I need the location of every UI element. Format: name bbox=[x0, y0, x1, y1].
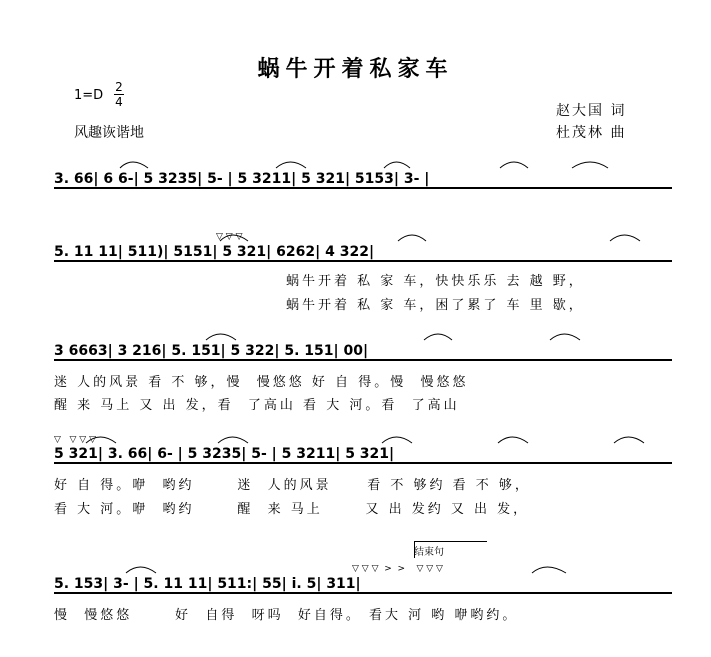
time-signature-bottom: 4 bbox=[115, 95, 123, 109]
score-line-4: 5 321| 3. 66| 6- | 5 3235| 5- | 5 3211| 5 321| bbox=[54, 446, 395, 462]
slur-4d bbox=[498, 437, 528, 443]
slur-5b bbox=[532, 567, 566, 573]
slur-2c bbox=[610, 235, 640, 241]
lyricist-credit: 赵大国 词 bbox=[556, 103, 627, 119]
lyric-5-verse-1: 慢 慢悠悠 好 自得 呀吗 好自得。 看大 河 哟 咿哟约。 bbox=[54, 608, 519, 623]
score-line-5: 5. 153| 3- | 5. 11 11| 511:| 55| i. 5| 311| bbox=[54, 576, 361, 592]
slur-3c bbox=[550, 334, 580, 340]
slur-1e bbox=[572, 162, 608, 168]
ending-label: 结束句 bbox=[414, 547, 444, 558]
slur-1b bbox=[276, 162, 306, 168]
slur-1d bbox=[500, 162, 528, 168]
score-line-2: 5. 11 11| 511)| 5151| 5 321| 6262| 4 322| bbox=[54, 244, 375, 260]
lyric-3-verse-1: 迷 人的风景 看 不 够，慢 慢悠悠 好 自 得。慢 慢悠悠 bbox=[54, 375, 469, 390]
staccato-marks-5: ▽ ▽ ▽ > > ▽ ▽ ▽ bbox=[352, 564, 443, 574]
composer-credit: 杜茂林 曲 bbox=[556, 125, 627, 141]
key-signature: 1=D bbox=[74, 88, 104, 103]
lyric-3-verse-2: 醒 来 马上 又 出 发，看 了高山 看 大 河。看 了高山 bbox=[54, 398, 460, 413]
slur-2a bbox=[220, 235, 248, 241]
slur-4a bbox=[86, 437, 116, 443]
lyric-2-verse-1: 蜗牛开着 私 家 车，快快乐乐 去 越 野， bbox=[286, 274, 585, 289]
time-signature-top: 2 bbox=[115, 80, 123, 94]
slur-4c bbox=[382, 437, 412, 443]
slur-4e bbox=[614, 437, 644, 443]
slur-3b bbox=[424, 334, 452, 340]
lyric-4-verse-1: 好 自 得。咿 哟约 迷 人的风景 看 不 够约 看 不 够， bbox=[54, 478, 531, 493]
slur-1a bbox=[120, 162, 148, 168]
score-line-1: 3. 66| 6 6-| 5 3235| 5- | 5 3211| 5 321| 5153| 3- | bbox=[54, 171, 430, 187]
staccato-marks-2: ▽ ▽ ▽ bbox=[216, 232, 243, 242]
score-line-3: 3 6663| 3 216| 5. 151| 5 322| 5. 151| 00| bbox=[54, 343, 369, 359]
slur-2b bbox=[398, 235, 426, 241]
lyric-4-verse-2: 看 大 河。咿 哟约 醒 来 马上 又 出 发约 又 出 发， bbox=[54, 502, 530, 517]
staccato-marks-4: ▽ ▽ ▽ ▽ bbox=[54, 435, 96, 445]
slur-4b bbox=[218, 437, 248, 443]
slur-5a bbox=[126, 567, 156, 573]
lyric-2-verse-2: 蜗牛开着 私 家 车，困了累了 车 里 歇， bbox=[286, 298, 585, 313]
tempo-mood: 风趣诙谐地 bbox=[74, 125, 144, 141]
page-title: 蜗牛开着私家车 bbox=[257, 56, 454, 82]
slur-1c bbox=[384, 162, 410, 168]
slur-3a bbox=[206, 334, 236, 340]
